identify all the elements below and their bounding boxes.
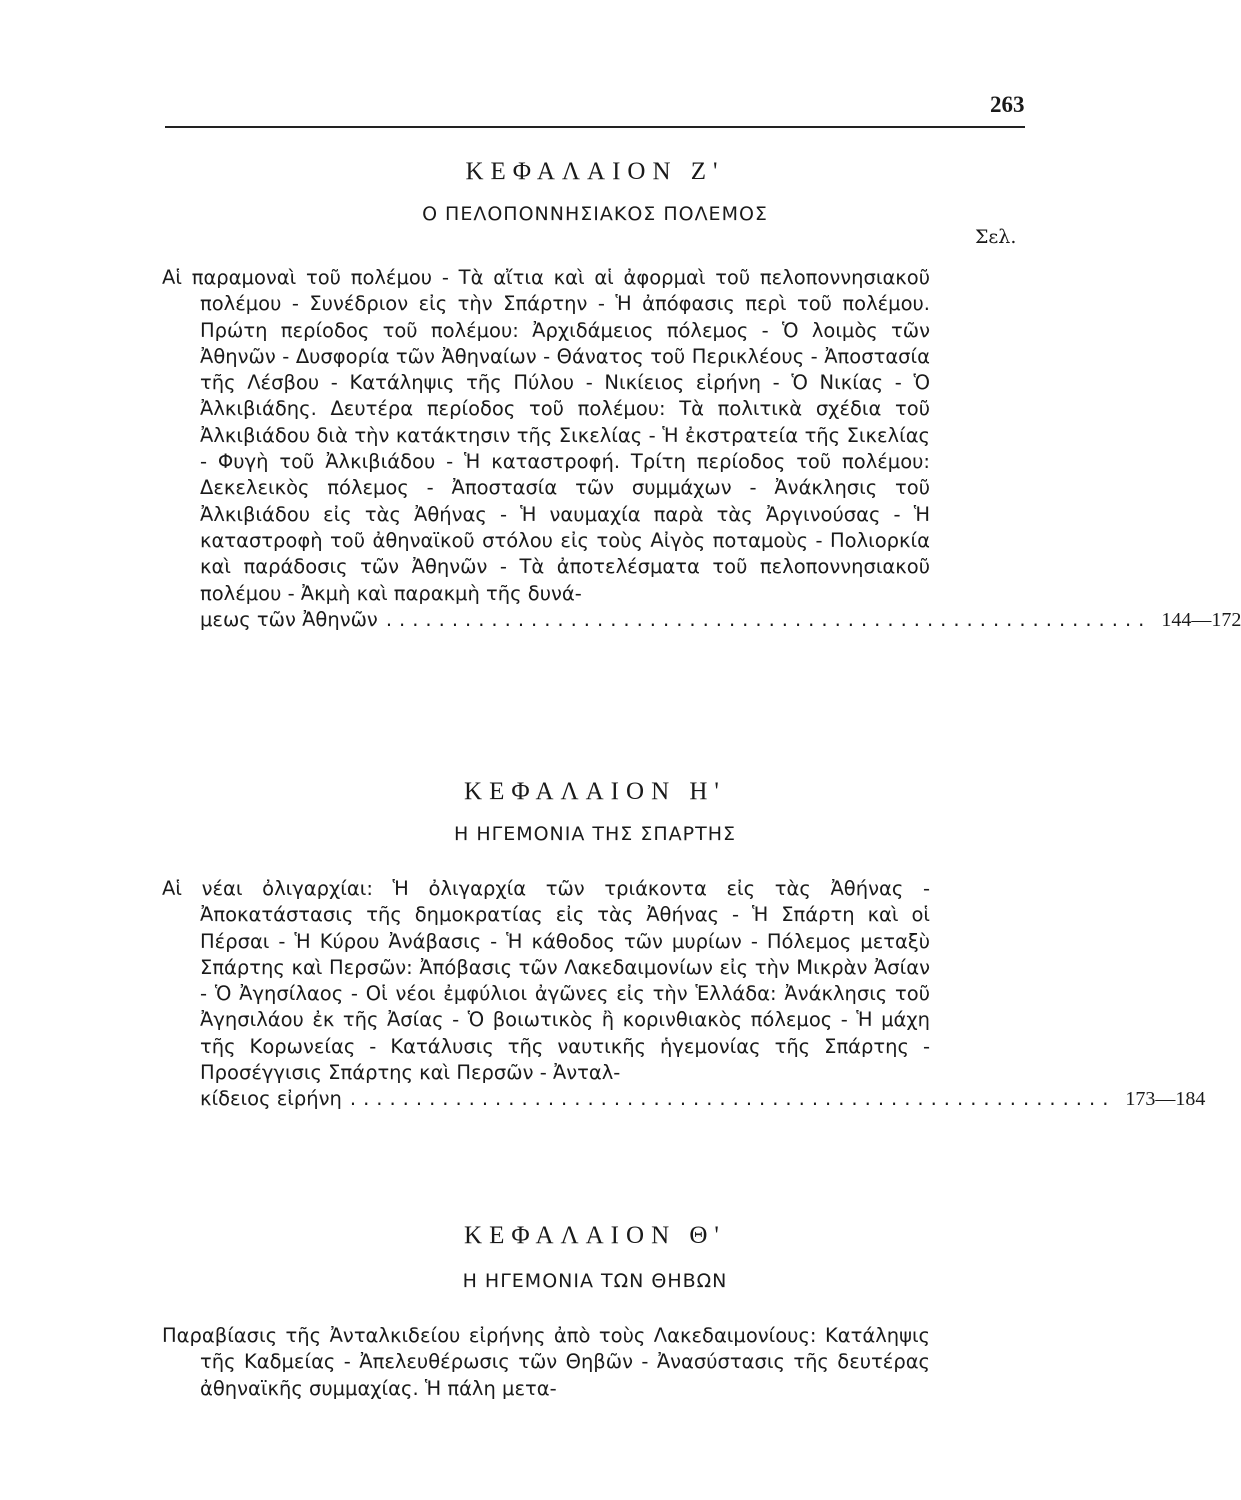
page-column-label: Σελ. bbox=[975, 226, 1017, 248]
chapter-subtitle: Η ΗΓΕΜΟΝΙΑ ΤΗΣ ΣΠΑΡΤΗΣ bbox=[454, 823, 736, 845]
chapter-title: ΚΕΦΑΛΑΙΟΝ Ζ' bbox=[465, 158, 725, 185]
entry-last-line bbox=[162, 1086, 1206, 1112]
chapter-entry bbox=[162, 265, 1241, 633]
entry-text: Παραβίασις τῆς Ἀνταλκιδείου εἰρήνης ἀπὸ τοὺς Λακεδαιμονίους: Κατάληψις τῆς Καδμείας - Ἀπελευθέρωσις τῶν Θηβῶν - Ἀνασύστασις τῆς δευτέρας ἀθηναϊκῆς συμμαχίας. Ἡ πάλη μετα- bbox=[162, 1324, 930, 1400]
entry-text: Αἱ παραμοναὶ τοῦ πολέμου - Τὰ αἴτια καὶ αἱ ἀφορμαὶ τοῦ πελοποννησιακοῦ πολέμου - Συνέδριον εἰς τὴν Σπάρτην - Ἡ ἀπόφασις περὶ τοῦ πολέμου. Πρώτη περίοδος τοῦ πολέμου: Ἀρχιδάμειος πόλεμος - Ὁ λοιμὸς τῶν Ἀθηνῶν - Δυσφορία τῶν Ἀθηναίων - Θάνατος τοῦ Περικλέους - Ἀποστασία τῆς Λέσβου - Κατάληψις τῆς Πύλου - Νικίειος εἰρήνη - Ὁ Νικίας - Ὁ Ἀλκιβιάδης. Δευτέρα περίοδος τοῦ πολέμου: Τὰ πολιτικὰ σχέδια τοῦ Ἀλκιβιάδου διὰ τὴν κατάκτησιν τῆς Σικελίας - Ἡ ἐκστρατεία τῆς Σικελίας - Φυγὴ τοῦ Ἀλκιβιάδου - Ἡ καταστροφή. Τρίτη περίοδος τοῦ πολέμου: Δεκελεικὸς πόλεμος - Ἀποστασία τῶν συμμάχων - Ἀνάκλησις τοῦ Ἀλκιβιάδου εἰς τὰς Ἀθήνας - Ἡ ναυμαχία παρὰ τὰς Ἀργινούσας - Ἡ καταστροφὴ τοῦ ἀθηναϊκοῦ στόλου εἰς τοὺς Αἰγὸς ποταμοὺς - Πολιορκία καὶ παράδοσις τῶν Ἀθηνῶν - Τὰ ἀποτελέσματα τοῦ πελοποννησιακοῦ πολέμου - Ἀκμὴ καὶ παρακμὴ τῆς δυνά- bbox=[162, 266, 930, 605]
chapter-entry bbox=[162, 1323, 1028, 1402]
page-range: 144—172 bbox=[1161, 608, 1241, 631]
chapter-subtitle: Ο ΠΕΛΟΠΟΝΝΗΣΙΑΚΟΣ ΠΟΛΕΜΟΣ bbox=[422, 203, 768, 225]
entry-last-line bbox=[162, 607, 1241, 633]
page-number: 263 bbox=[990, 92, 1025, 117]
chapter-title: ΚΕΦΑΛΑΙΟΝ Η' bbox=[464, 778, 726, 805]
entry-tail-text: κίδειος εἰρήνη bbox=[200, 1087, 342, 1111]
chapter-entry bbox=[162, 876, 1206, 1113]
leader-dots: .......................................................... bbox=[385, 607, 1152, 631]
entry-tail-text: μεως τῶν Ἀθηνῶν bbox=[200, 607, 378, 631]
entry-text: Αἱ νέαι ὀλιγαρχίαι: Ἡ ὀλιγαρχία τῶν τριάκοντα εἰς τὰς Ἀθήνας - Ἀποκατάστασις τῆς δημοκρατίας εἰς τὰς Ἀθήνας - Ἡ Σπάρτη καὶ οἱ Πέρσαι - Ἡ Κύρου Ἀνάβασις - Ἡ κάθοδος τῶν μυρίων - Πόλεμος μεταξὺ Σπάρτης καὶ Περσῶν: Ἀπόβασις τῶν Λακεδαιμονίων εἰς τὴν Μικρὰν Ἀσίαν - Ὁ Ἀγησίλαος - Οἱ νέοι ἐμφύλιοι ἀγῶνες εἰς τὴν Ἑλλάδα: Ἀνάκλησις τοῦ Ἀγησιλάου ἐκ τῆς Ἀσίας - Ὁ βοιωτικὸς ἢ κορινθιακὸς πόλεμος - Ἡ μάχη τῆς Κορωνείας - Κατάλυσις τῆς ναυτικῆς ἡγεμονίας τῆς Σπάρτης - Προσέγγισις Σπάρτης καὶ Περσῶν - Ἀνταλ- bbox=[162, 877, 930, 1085]
leader-dots: .......................................................... bbox=[349, 1087, 1116, 1111]
chapter-subtitle: Η ΗΓΕΜΟΝΙΑ ΤΩΝ ΘΗΒΩΝ bbox=[462, 1270, 728, 1292]
page-range: 173—184 bbox=[1125, 1088, 1206, 1111]
chapter-title: ΚΕΦΑΛΑΙΟΝ Θ' bbox=[464, 1222, 726, 1249]
header-rule bbox=[165, 126, 1025, 128]
